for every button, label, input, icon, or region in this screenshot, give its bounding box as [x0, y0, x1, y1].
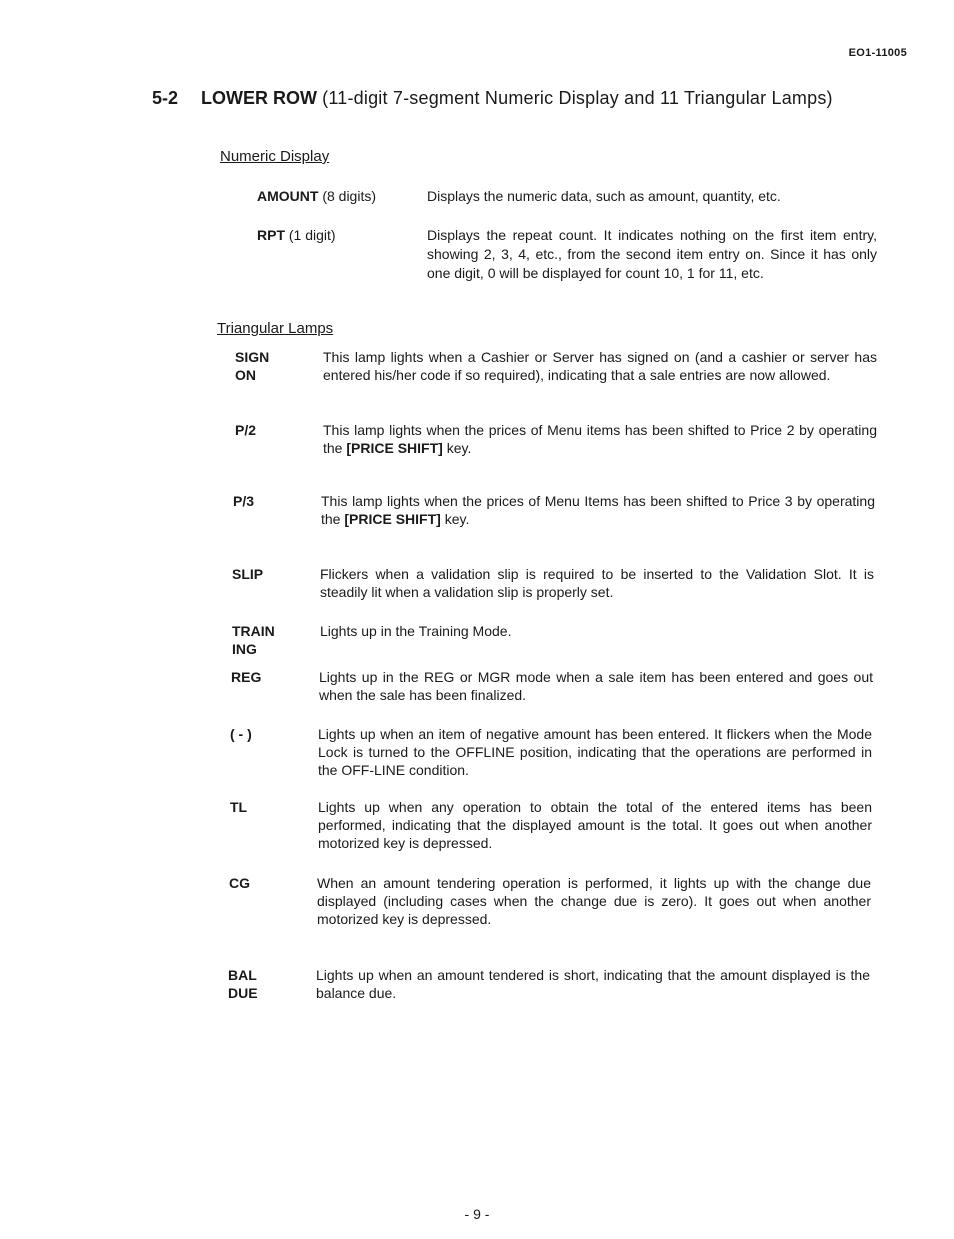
section-heading — [152, 88, 882, 108]
lamp-description: Lights up in the Training Mode. — [320, 623, 512, 639]
lamp-row-cg — [229, 874, 871, 928]
lamp-row-p2 — [235, 421, 877, 457]
item-note: (1 digit) — [285, 227, 336, 243]
lamp-label-line1: BAL — [228, 967, 257, 983]
lamp-label — [229, 874, 317, 928]
section-title — [201, 88, 882, 108]
item-name: RPT — [257, 227, 285, 243]
lamp-description: Lights up when any operation to obtain the total of the entered items has been performed, indicating that the displayed amount is the total. It goes out when another motorized key is depressed. — [318, 799, 872, 851]
lamp-row-reg — [231, 668, 873, 704]
lamp-label-line2: DUE — [228, 985, 258, 1001]
triangular-lamps-heading: Triangular Lamps — [217, 320, 334, 337]
lamp-description-part: This lamp lights when the prices of Menu Items has been shifted to Price 3 by operating the — [321, 493, 875, 527]
lamp-label — [232, 565, 320, 601]
lamp-description-part: This lamp lights when the prices of Menu items has been shifted to Price 2 by operating the — [323, 422, 877, 456]
lamp-label — [228, 966, 316, 1002]
lamp-row-tl — [230, 798, 872, 852]
section-number: 5-2 — [152, 88, 179, 108]
item-name: AMOUNT — [257, 188, 319, 204]
lamp-label-line1: TRAIN — [232, 623, 275, 639]
numeric-display-item-label — [257, 187, 427, 206]
lamp-description-part: key. — [440, 511, 470, 527]
price-shift-key-ref: [PRICE SHIFT] — [344, 511, 441, 527]
lamp-row-p3 — [233, 492, 875, 528]
lamp-label — [235, 348, 323, 384]
lamp-description — [321, 492, 875, 528]
lamp-description: Lights up in the REG or MGR mode when a sale item has been entered and goes out when the sale has been finalized. — [319, 669, 873, 703]
lamp-label-line1: REG — [231, 669, 262, 685]
lamp-label-line1: CG — [229, 875, 250, 891]
lamp-label-line1: P/2 — [235, 422, 257, 438]
price-shift-key-ref: [PRICE SHIFT] — [346, 440, 443, 456]
numeric-display-heading: Numeric Display — [220, 148, 330, 165]
lamp-label-line2: ING — [232, 641, 257, 657]
lamp-description-part: key. — [442, 440, 472, 456]
lamp-description: Lights up when an amount tendered is short, indicating that the amount displayed is the balance due. — [316, 967, 870, 1001]
lamp-row-sign-on — [235, 348, 877, 384]
lamp-label-line2: ON — [235, 367, 256, 383]
lamp-description: Flickers when a validation slip is required to be inserted to the Validation Slot. It is steadily lit when a validation slip is properly set. — [320, 566, 874, 600]
page-number: - 9 - — [464, 1206, 490, 1222]
lamp-label — [231, 668, 319, 704]
lamp-description: Lights up when an item of negative amount has been entered. It flickers when the Mode Lock is turned to the OFFLINE position, indicating that the operations are performed in the OFF-LINE condition. — [318, 726, 872, 778]
document-id: EO1-11005 — [848, 47, 907, 59]
lamp-row-bal-due — [228, 966, 870, 1002]
section-title-bold: LOWER ROW — [201, 88, 317, 108]
numeric-display-item — [257, 187, 877, 206]
numeric-display-item-text: Displays the numeric data, such as amount, quantity, etc. — [427, 188, 781, 204]
numeric-display-item-label — [257, 226, 427, 283]
lamp-description — [323, 421, 877, 457]
lamp-label-line1: SIGN — [235, 349, 270, 365]
lamp-row-training — [232, 622, 874, 658]
lamp-label — [230, 798, 318, 852]
lamp-label — [235, 421, 323, 457]
lamp-label — [232, 622, 320, 658]
lamp-row-slip — [232, 565, 874, 601]
lamp-label — [233, 492, 321, 528]
item-note: (8 digits) — [318, 188, 377, 204]
lamp-label-line1: ( - ) — [230, 726, 252, 742]
section-title-rest: (11-digit 7-segment Numeric Display and 11 Triangular Lamps) — [316, 88, 833, 108]
numeric-display-item — [257, 226, 877, 283]
lamp-label-line1: P/3 — [233, 493, 255, 509]
numeric-display-item-text: Displays the repeat count. It indicates nothing on the first item entry, showing 2, 3, 4, etc., from the second item entry on. Since it has only one digit, 0 will be displayed for count 10, 1 for 11, etc. — [427, 227, 877, 281]
lamp-label-line1: TL — [230, 799, 248, 815]
lamp-label — [230, 725, 318, 779]
lamp-label-line1: SLIP — [232, 566, 264, 582]
lamp-description: This lamp lights when a Cashier or Server has signed on (and a cashier or server has entered his/her code if so required), indicating that a sale entries are now allowed. — [323, 349, 877, 383]
lamp-row-negative — [230, 725, 872, 779]
lamp-description: When an amount tendering operation is performed, it lights up with the change due displayed (including cases when the change due is zero). It goes out when another motorized key is depressed. — [317, 875, 871, 927]
